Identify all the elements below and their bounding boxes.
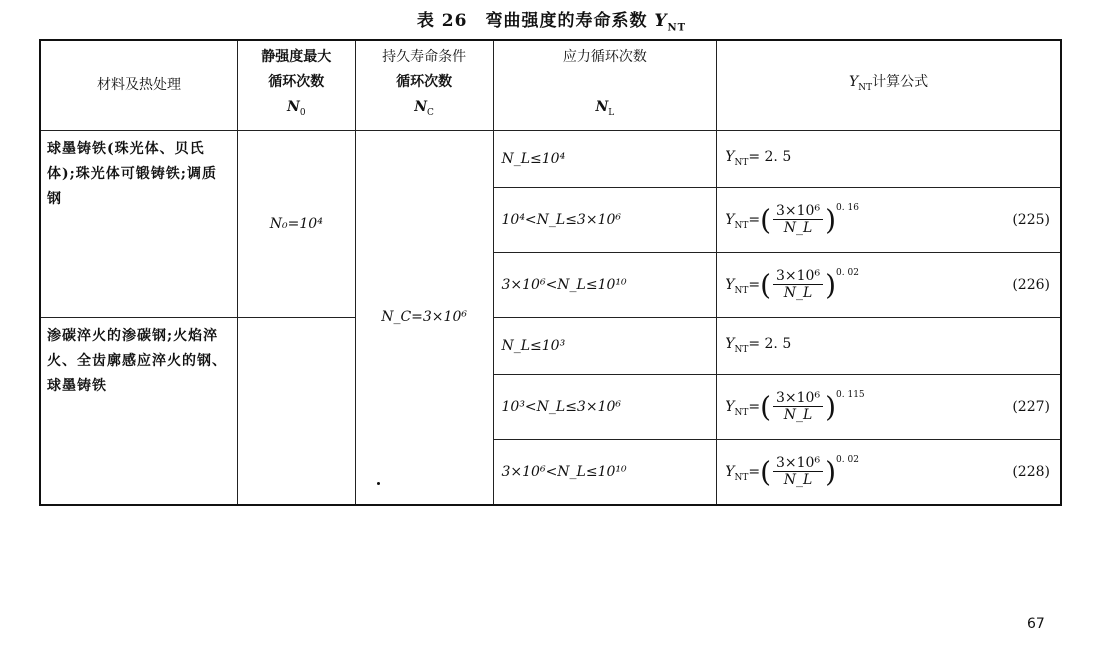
table-row bbox=[40, 130, 1061, 187]
table-caption bbox=[0, 6, 1103, 33]
header-n0: 静强度最大 循环次数 $N_0$ bbox=[237, 40, 355, 130]
n0-cell: N₀=10⁴ bbox=[237, 130, 355, 317]
equation-number: (226) bbox=[1012, 276, 1050, 293]
header-formula: $Y_{NT}$计算公式 bbox=[717, 40, 1061, 130]
equation-number: (228) bbox=[1012, 463, 1050, 480]
material-cell: 渗碳淬火的渗碳钢;火焰淬火、全齿廓感应淬火的钢、球墨铸铁 bbox=[40, 317, 237, 505]
header-nl: 应力循环次数 $N_L$ bbox=[493, 40, 717, 130]
equation-number: (227) bbox=[1012, 398, 1050, 415]
caption-symbol: $Y_{NT}$ bbox=[654, 11, 687, 34]
condition-cell: 3×10⁶<N_L≤10¹⁰ bbox=[493, 439, 717, 505]
material-cell: 球墨铸铁(珠光体、贝氏体);珠光体可锻铸铁;调质钢 bbox=[40, 130, 237, 317]
formula-cell: $Y_{NT}= 2$. 5 bbox=[717, 317, 1061, 374]
condition-cell: 3×10⁶<N_L≤10¹⁰ bbox=[493, 252, 717, 317]
condition-cell: N_L≤10³ bbox=[493, 317, 717, 374]
life-factor-table bbox=[39, 39, 1062, 506]
formula-cell: $Y_{NT}=$( $\frac{\text{3×10⁶}}{N\_L}$ )$^{0. 02}$ (226) bbox=[717, 252, 1061, 317]
stray-dot bbox=[377, 482, 380, 485]
page-number: 67 bbox=[1027, 616, 1045, 632]
header-row bbox=[40, 40, 1061, 130]
header-nc: 持久寿命条件 循环次数 $N_C$ bbox=[355, 40, 493, 130]
condition-cell: 10³<N_L≤3×10⁶ bbox=[493, 374, 717, 439]
nc-cell: N_C=3×10⁶ bbox=[355, 130, 493, 505]
formula-cell: $Y_{NT}=$( $\frac{\text{3×10⁶}}{N\_L}$ )$^{0. 02}$ (228) bbox=[717, 439, 1061, 505]
table-row bbox=[40, 317, 1061, 374]
formula-cell: $Y_{NT}=$( $\frac{\text{3×10⁶}}{N\_L}$ )$^{0. 16}$ (225) bbox=[717, 187, 1061, 252]
condition-cell: 10⁴<N_L≤3×10⁶ bbox=[493, 187, 717, 252]
header-material: 材料及热处理 bbox=[40, 40, 237, 130]
equation-number: (225) bbox=[1012, 211, 1050, 228]
formula-cell: $Y_{NT}=$( $\frac{\text{3×10⁶}}{N\_L}$ )$^{0. 115}$ (227) bbox=[717, 374, 1061, 439]
n0-cell bbox=[237, 317, 355, 505]
formula-cell: $Y_{NT}= 2$. 5 bbox=[717, 130, 1061, 187]
caption-prefix: 表 26 弯曲强度的寿命系数 bbox=[416, 11, 648, 31]
condition-cell: N_L≤10⁴ bbox=[493, 130, 717, 187]
